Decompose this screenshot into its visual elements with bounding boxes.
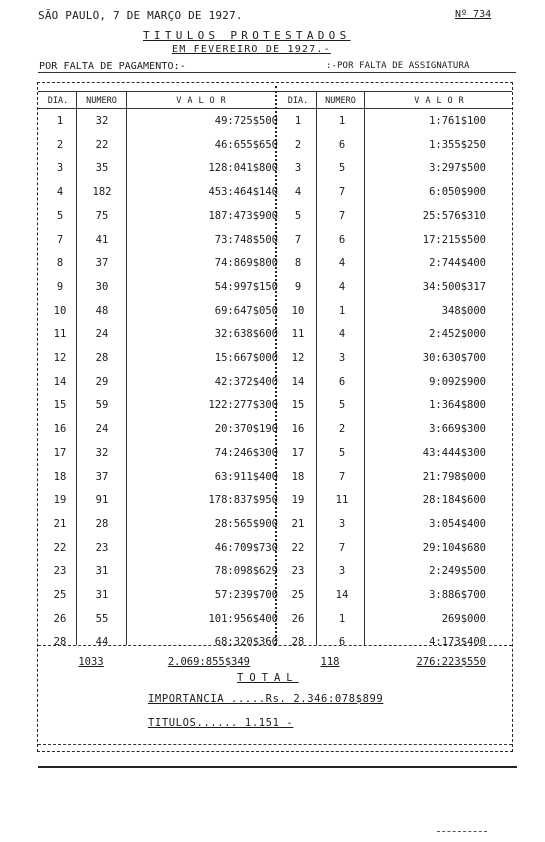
- col-header-dia: DIA.: [287, 96, 309, 106]
- cell-numero: 4: [338, 280, 346, 293]
- cell-valor: 20:370$190: [214, 423, 278, 436]
- importancia-line: IMPORTANCIA .....Rs. 2.346:078$899: [148, 693, 384, 705]
- cell-numero: 32: [95, 446, 109, 459]
- cell-dia: 1: [56, 115, 64, 127]
- cell-dia: 22: [53, 541, 67, 554]
- total-label: TOTAL: [237, 672, 299, 684]
- cell-valor: 74:246$300: [214, 446, 278, 459]
- cell-dia: 18: [291, 470, 305, 483]
- cell-dia: 10: [53, 304, 67, 317]
- cell-dia: 8: [294, 257, 302, 270]
- cell-dia: 4: [56, 186, 64, 199]
- cell-dia: 15: [53, 399, 67, 412]
- cell-valor: 25:576$310: [422, 209, 486, 222]
- cell-dia: 8: [56, 257, 64, 270]
- cell-valor: 2:249$500: [429, 565, 486, 578]
- cell-dia: 14: [291, 375, 305, 388]
- cell-numero: 1: [338, 612, 346, 625]
- cell-dia: 17: [53, 446, 67, 459]
- cell-dia: 11: [291, 328, 305, 341]
- section-label-assignatura: :-POR FALTA DE ASSIGNATURA: [326, 61, 470, 71]
- cell-numero: 37: [95, 257, 109, 270]
- cell-valor: 17:215$500: [422, 233, 486, 246]
- place-date: SÃO PAULO, 7 DE MARÇO DE 1927.: [38, 9, 243, 22]
- cell-dia: 4: [294, 186, 302, 199]
- document-period: EM FEVEREIRO DE 1927.-: [172, 44, 331, 55]
- cell-valor: 73:748$500: [214, 233, 278, 246]
- bottom-rule: [38, 766, 517, 768]
- cell-numero: 32: [95, 115, 109, 127]
- cell-numero: 4: [338, 328, 346, 341]
- cell-numero: 30: [95, 280, 109, 293]
- cell-dia: 7: [56, 233, 64, 246]
- col-header-numero: NUMERO: [325, 96, 356, 106]
- cell-numero: 91: [95, 494, 109, 507]
- cell-dia: 21: [53, 517, 67, 530]
- cell-numero: 4: [338, 257, 346, 270]
- cell-numero: 24: [95, 328, 109, 341]
- cell-valor: 128:041$800: [208, 162, 278, 175]
- cell-valor: 28:184$600: [422, 494, 486, 507]
- cell-numero: 59: [95, 399, 109, 412]
- cell-valor: 46:655$650: [214, 138, 278, 151]
- cell-dia: 5: [56, 209, 64, 222]
- cell-numero: 23: [95, 541, 109, 554]
- cell-valor: 1:364$800: [429, 399, 486, 412]
- cell-valor: 43:444$300: [422, 446, 486, 459]
- cell-valor: 57:239$700: [214, 589, 278, 601]
- cell-numero: 28: [95, 517, 109, 530]
- cell-numero: 5: [338, 399, 346, 412]
- cell-numero: 44: [95, 636, 109, 649]
- cell-valor: 49:725$500: [214, 115, 278, 127]
- cell-dia: 23: [291, 565, 305, 578]
- cell-numero: 1: [338, 115, 346, 127]
- cell-valor: 74:869$800: [214, 257, 278, 270]
- cell-dia: 28: [291, 636, 305, 649]
- cell-dia: 26: [53, 612, 67, 625]
- cell-dia: 22: [291, 541, 305, 554]
- cell-valor: 46:709$730: [214, 541, 278, 554]
- cell-valor: 122:277$300: [208, 399, 278, 412]
- cell-dia: 19: [53, 494, 67, 507]
- col-header-numero: NUMERO: [86, 96, 117, 106]
- cell-numero: 31: [95, 589, 109, 601]
- cell-valor: 178:837$950: [208, 494, 278, 507]
- cell-numero: 1: [338, 304, 346, 317]
- cell-valor: 348$000: [441, 304, 486, 317]
- cell-dia: 18: [53, 470, 67, 483]
- cell-dia: 14: [53, 375, 67, 388]
- document-title: TITULOS PROTESTADOS: [143, 29, 351, 42]
- col-divider: [126, 91, 127, 645]
- cell-valor: 63:911$400: [214, 470, 278, 483]
- header-divider: [38, 72, 516, 73]
- cell-dia: 19: [291, 494, 305, 507]
- cell-valor: 269$000: [441, 612, 486, 625]
- col-header-valor: VALOR: [176, 96, 232, 106]
- cell-dia: 26: [291, 612, 305, 625]
- section-label-pagamento: POR FALTA DE PAGAMENTO:-: [39, 61, 186, 72]
- total-count-assignatura: 118: [320, 656, 340, 668]
- cell-dia: 2: [294, 138, 302, 151]
- cell-numero: 182: [92, 186, 112, 199]
- col-header-valor: VALOR: [414, 96, 470, 106]
- cell-dia: 15: [291, 399, 305, 412]
- cell-numero: 7: [338, 209, 346, 222]
- cell-dia: 10: [291, 304, 305, 317]
- cell-dia: 9: [56, 280, 64, 293]
- cell-numero: 75: [95, 209, 109, 222]
- cell-numero: 3: [338, 565, 346, 578]
- cell-valor: 69:647$050: [214, 304, 278, 317]
- cell-numero: 24: [95, 423, 109, 436]
- cell-dia: 28: [53, 636, 67, 649]
- cell-dia: 21: [291, 517, 305, 530]
- cell-dia: 16: [53, 423, 67, 436]
- cell-dia: 11: [53, 328, 67, 341]
- cell-valor: 3:054$400: [429, 517, 486, 530]
- cell-dia: 17: [291, 446, 305, 459]
- cell-valor: 68:320$360: [214, 636, 278, 649]
- cell-valor: 15:667$000: [214, 352, 278, 364]
- cell-valor: 3:297$500: [429, 162, 486, 175]
- cell-numero: 55: [95, 612, 109, 625]
- cell-dia: 3: [294, 162, 302, 175]
- total-count-pagamento: 1033: [78, 656, 104, 668]
- cell-numero: 11: [335, 494, 349, 507]
- cell-numero: 48: [95, 304, 109, 317]
- cell-numero: 6: [338, 636, 346, 649]
- cell-numero: 7: [338, 470, 346, 483]
- cell-valor: 187:473$900: [208, 209, 278, 222]
- cell-valor: 3:886$700: [429, 589, 486, 601]
- cell-valor: 21:798$000: [422, 470, 486, 483]
- cell-valor: 3:669$300: [429, 423, 486, 436]
- cell-dia: 12: [291, 352, 305, 364]
- footer-dash: [437, 831, 487, 832]
- cell-dia: 2: [56, 138, 64, 151]
- cell-numero: 29: [95, 375, 109, 388]
- cell-numero: 3: [338, 352, 346, 364]
- cell-dia: 23: [53, 565, 67, 578]
- cell-numero: 6: [338, 233, 346, 246]
- cell-numero: 2: [338, 423, 346, 436]
- cell-valor: 101:956$400: [208, 612, 278, 625]
- cell-dia: 12: [53, 352, 67, 364]
- cell-dia: 5: [294, 209, 302, 222]
- cell-numero: 3: [338, 517, 346, 530]
- cell-numero: 37: [95, 470, 109, 483]
- cell-numero: 31: [95, 565, 109, 578]
- cell-numero: 7: [338, 541, 346, 554]
- cell-valor: 4:173$400: [429, 636, 486, 649]
- cell-dia: 1: [294, 115, 302, 127]
- cell-numero: 41: [95, 233, 109, 246]
- cell-valor: 30:630$700: [422, 352, 486, 364]
- cell-valor: 453:464$140: [208, 186, 278, 199]
- cell-valor: 78:098$629: [214, 565, 278, 578]
- cell-numero: 7: [338, 186, 346, 199]
- total-value-assignatura: 276:223$550: [416, 656, 486, 668]
- cell-numero: 28: [95, 352, 109, 364]
- cell-numero: 6: [338, 375, 346, 388]
- cell-valor: 42:372$400: [214, 375, 278, 388]
- col-header-dia: DIA.: [47, 96, 69, 106]
- cell-numero: 22: [95, 138, 109, 151]
- cell-valor: 29:104$680: [422, 541, 486, 554]
- cell-valor: 2:452$000: [429, 328, 486, 341]
- total-value-pagamento: 2.069:855$349: [167, 656, 250, 668]
- cell-dia: 3: [56, 162, 64, 175]
- col-divider: [316, 91, 317, 645]
- cell-valor: 9:092$900: [429, 375, 486, 388]
- cell-valor: 1:761$100: [429, 115, 486, 127]
- cell-dia: 25: [53, 589, 67, 601]
- cell-valor: 1:355$250: [429, 138, 486, 151]
- cell-dia: 9: [294, 280, 302, 293]
- cell-numero: 5: [338, 446, 346, 459]
- cell-valor: 34:500$317: [422, 280, 486, 293]
- cell-numero: 5: [338, 162, 346, 175]
- cell-numero: 6: [338, 138, 346, 151]
- titulos-line: TITULOS...... 1.151 -: [148, 717, 294, 729]
- cell-numero: 14: [335, 589, 349, 601]
- cell-valor: 6:050$900: [429, 186, 486, 199]
- cell-dia: 25: [291, 589, 305, 601]
- cell-dia: 16: [291, 423, 305, 436]
- document-number: Nº 734: [455, 9, 492, 20]
- cell-valor: 32:638$600: [214, 328, 278, 341]
- summary-rule: [38, 744, 512, 745]
- cell-valor: 28:565$900: [214, 517, 278, 530]
- cell-numero: 35: [95, 162, 109, 175]
- cell-valor: 54:997$150: [214, 280, 278, 293]
- cell-dia: 7: [294, 233, 302, 246]
- cell-valor: 2:744$400: [429, 257, 486, 270]
